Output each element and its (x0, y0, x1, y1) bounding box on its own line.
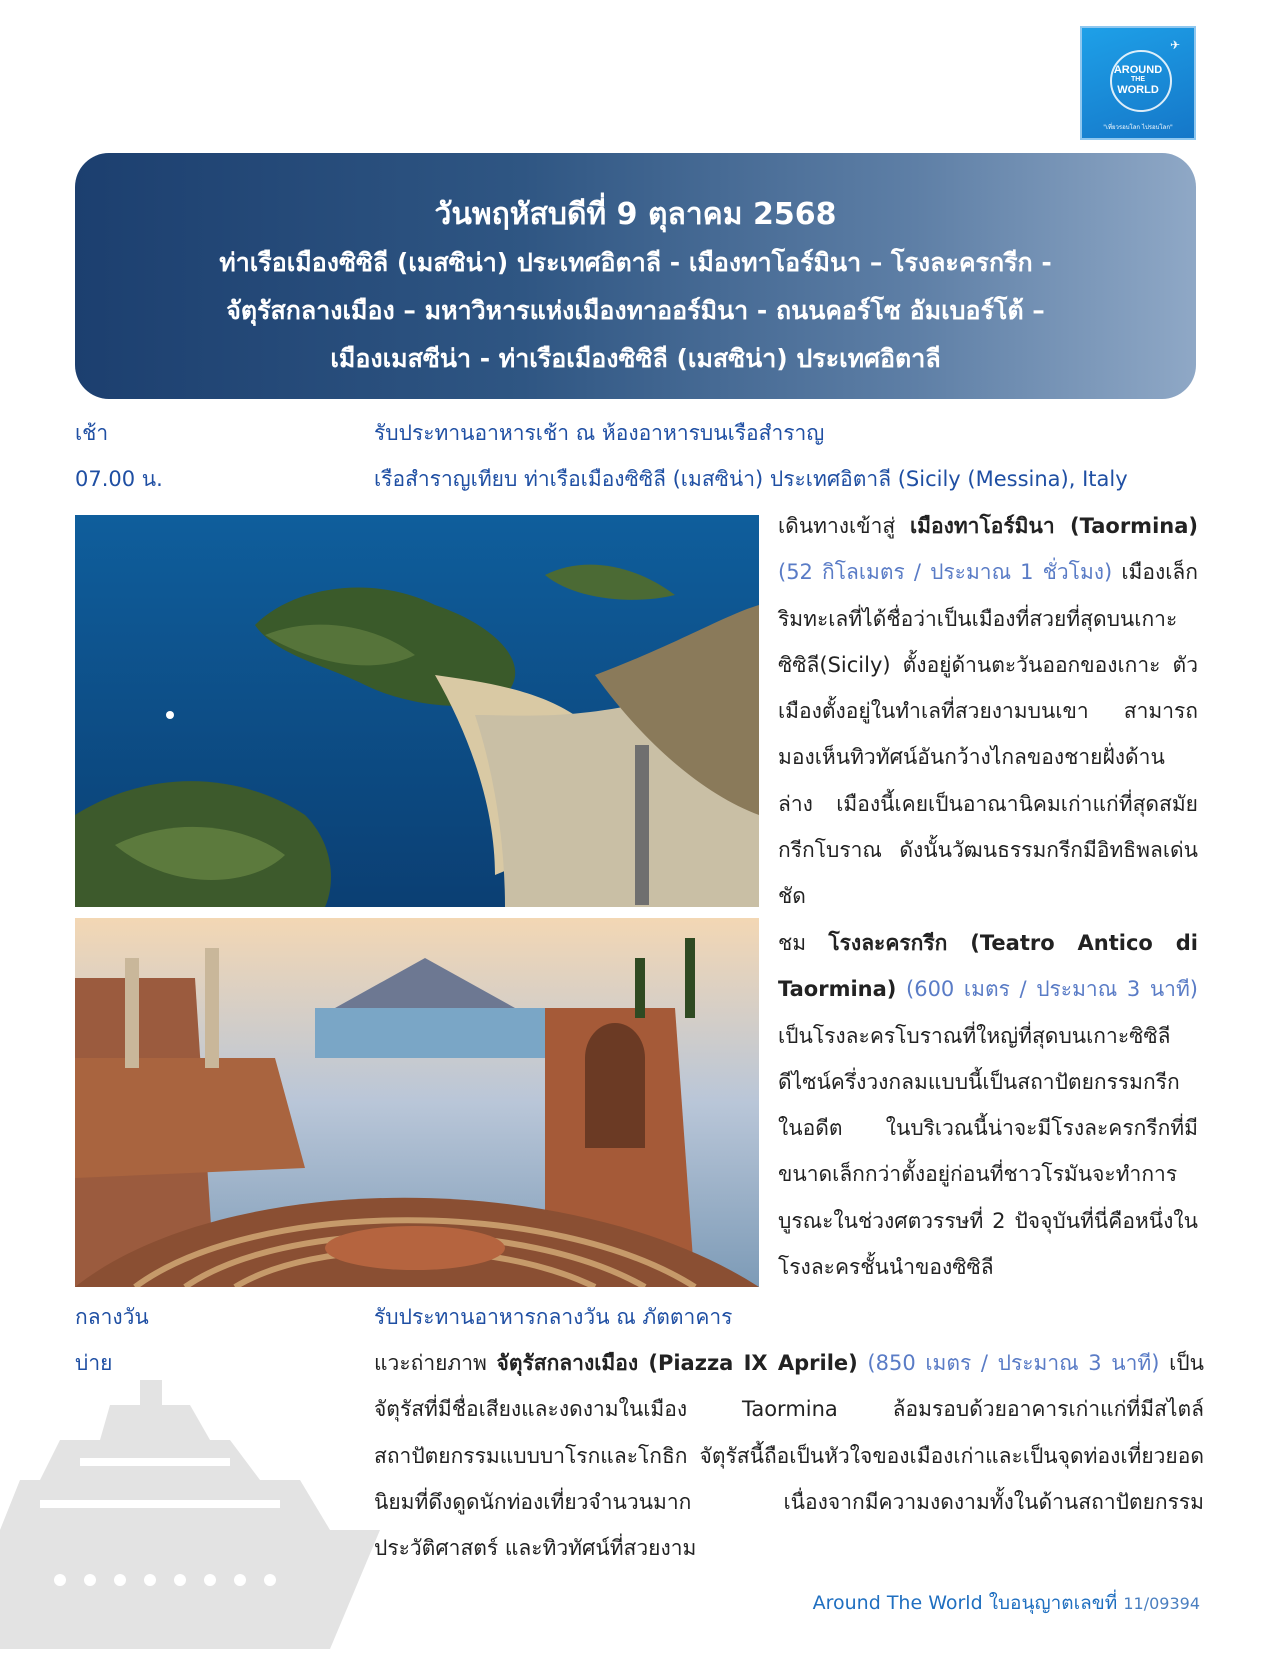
route-line-2: จัตุรัสกลางเมือง – มหาวิหารแห่งเมืองทาออร์มินา - ถนนคอร์โซ อัมเบอร์โต้ – (226, 296, 1045, 325)
license-number: 11/09394 (1123, 1594, 1200, 1613)
piazza-distance: (850 เมตร / ประมาณ 3 นาที) (867, 1351, 1160, 1375)
greek-theatre-photo (75, 918, 759, 1287)
afternoon-label: บ่าย (75, 1351, 113, 1375)
piazza-body: เป็นจัตุรัสที่มีชื่อเสียงและงดงามในเมือง Taormina ล้อมรอบด้วยอาคารเก่าแก่ที่มีสไตล์สถาปัตยกรรมแบบบาโรกและโกธิก จัตุรัสนี้ถือเป็นหัวใจของเมืองเก่าและเป็นจุดท่องเที่ยวยอดนิยมที่ดึงดูดนักท่องเที่ยวจำนวนมาก เนื่องจากมีความงดงามทั้งในด้านสถาปัตยกรรม ประวัติศาสตร์ และทิวทัศน์ที่สวยงาม (374, 1351, 1204, 1561)
morning-label: เช้า (75, 421, 109, 445)
logo-text: AROUND THE WORLD (1113, 64, 1163, 96)
time-label: 07.00 น. (75, 467, 163, 491)
company-logo (1080, 26, 1196, 140)
morning-text: รับประทานอาหารเช้า ณ ห้องอาหารบนเรือสำราญ (374, 421, 825, 445)
theatre-body: เป็นโรงละครโบราณที่ใหญ่ที่สุดบนเกาะซิซิลี ดีไซน์ครึ่งวงกลมแบบนี้เป็นสถาปัตยกรรมกรีก ในอดีต ในบริเวณนี้น่าจะมีโรงละครกรีกที่มีขนาดเล็กกว่าตั้งอยู่ก่อนที่ชาวโรมันจะทำการบูรณะในช่วงศตวรรษที่ 2 ปัจจุบันที่นี่คือหนึ่งในโรงละครชั้นนำของซิซิลี (778, 1023, 1198, 1280)
taormina-description (778, 503, 1198, 920)
day-header-banner (75, 153, 1196, 399)
company-name: Around The World (812, 1592, 983, 1614)
noon-text: รับประทานอาหารกลางวัน ณ ภัตตาคาร (374, 1305, 733, 1329)
taormina-intro: เดินทางเข้าสู่ (778, 514, 896, 538)
theatre-description (778, 920, 1198, 1290)
theatre-distance: (600 เมตร / ประมาณ 3 นาที) (906, 977, 1198, 1002)
taormina-distance: (52 กิโลเมตร / ประมาณ 1 ชั่วโมง) (778, 560, 1113, 585)
taormina-body: เมืองเล็กริมทะเลที่ได้ชื่อว่าเป็นเมืองที่สวยที่สุดบนเกาะซิซิลี(Sicily) ตั้งอยู่ด้านตะวันออกของเกาะ ตัวเมืองตั้งอยู่ในทำเลที่สวยงามบนเขา สามารถมองเห็นทิวทัศน์อันกว้างไกลของชายฝั่งด้านล่าง เมืองนี้เคยเป็นอาณานิคมเก่าแก่ที่สุดสมัยกรีกโบราณ ดังนั้นวัฒนธรรมกรีกมีอิทธิพลเด่นชัด (778, 560, 1198, 909)
route-line-3: เมืองเมสซีน่า - ท่าเรือเมืองซิซิลี (เมสซิน่า) ประเทศอิตาลี (330, 344, 941, 373)
noon-label: กลางวัน (75, 1305, 149, 1329)
license-label: ใบอนุญาตเลขที่ (988, 1592, 1118, 1614)
taormina-name: เมืองทาโอร์มินา (Taormina) (909, 514, 1198, 538)
route-line-1: ท่าเรือเมืองซิซิลี (เมสซิน่า) ประเทศอิตาลี - เมืองทาโอร์มินา – โรงละครกรีก - (219, 248, 1052, 277)
arrival-text: เรือสำราญเทียบ ท่าเรือเมืองซิซิลี (เมสซิน่า) ประเทศอิตาลี (Sicily (Messina), Italy (374, 467, 1128, 491)
logo-tagline: "เที่ยวรอบโลก ไปรอบโลก" (1103, 124, 1173, 131)
license-footer (813, 1588, 1200, 1618)
piazza-name: จัตุรัสกลางเมือง (Piazza IX Aprile) (496, 1351, 858, 1375)
airplane-icon: ✈ (1169, 38, 1180, 52)
piazza-description (374, 1340, 1204, 1571)
day-date: วันพฤหัสบดีที่ 9 ตุลาคม 2568 (434, 197, 837, 232)
taormina-coast-photo (75, 515, 759, 907)
theatre-name: โรงละครกรีก (Teatro Antico di Taormina) (778, 931, 1198, 1002)
theatre-intro: ชม (778, 931, 807, 955)
piazza-intro: แวะถ่ายภาพ (374, 1351, 487, 1375)
